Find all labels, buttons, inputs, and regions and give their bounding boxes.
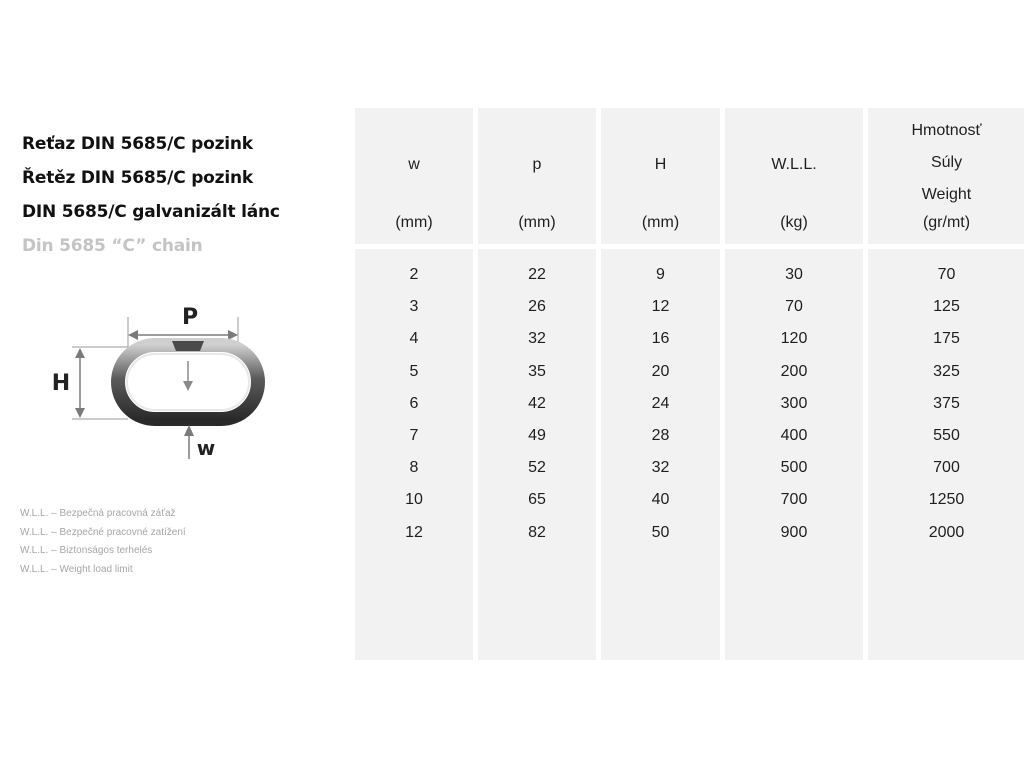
header-w-name: w [408,156,420,173]
header-weight-en: Weight [921,186,972,203]
table-cell-w: 3 [409,298,419,316]
h-arrow-up-icon [75,348,85,358]
label-p: P [181,305,199,330]
wll-notes [20,505,186,579]
table-cell-p: 26 [528,298,546,316]
label-w: w [196,436,216,460]
title-en: Din 5685 “C” chain [22,236,203,256]
table-cell-w: 4 [409,330,419,348]
table-cell-wll: 900 [780,523,808,541]
column-header [868,108,1024,249]
table-cell-w: 2 [409,266,419,283]
table-cell-h: 9 [656,266,665,283]
header-w-unit: (mm) [395,214,433,231]
header-p-name: p [532,156,542,173]
w-arrow-up-icon [184,425,194,436]
table-cell-wll: 700 [780,491,808,509]
chain-link-icon [48,295,298,470]
inner-arrow-down-icon [183,381,193,391]
column-header [478,108,596,249]
table-cell-weight: 325 [933,362,960,380]
table-cell-weight: 70 [937,266,956,283]
table-cell-weight: 550 [933,427,960,444]
table-cell-h: 20 [651,362,670,380]
header-weight-hu: Súly [930,154,963,171]
table-cell-wll: 70 [785,298,803,316]
column-h [601,108,720,660]
note-sk: W.L.L. – Bezpečná pracovná záťaž [20,508,176,519]
label-h: H [51,371,71,396]
table-cell-wll: 120 [780,330,808,348]
table-cell-p: 32 [528,330,546,348]
chain-link-weld [172,341,204,351]
table-cell-w: 7 [409,427,419,444]
table-cell-wll: 400 [780,427,808,444]
table-cell-h: 24 [651,394,670,412]
table-cell-h: 40 [651,491,670,509]
table-cell-weight: 700 [933,459,960,477]
table-cell-w: 10 [405,491,423,509]
table-cell-h: 50 [651,523,670,541]
column-w [355,108,473,660]
table-cell-p: 65 [528,491,546,509]
table-cell-p: 35 [528,362,546,380]
column-p [478,108,596,660]
table-cell-wll: 30 [785,266,803,283]
table-cell-weight: 1250 [928,491,965,509]
table-cell-h: 12 [651,298,670,316]
title-block [22,127,280,263]
table-cell-p: 22 [528,266,546,283]
note-hu: W.L.L. – Biztonságos terhelés [20,545,153,556]
h-arrow-down-icon [75,408,85,418]
column-header [355,108,473,249]
table-cell-wll: 500 [780,459,808,477]
table-cell-weight: 125 [933,298,960,316]
table-cell-wll: 300 [780,394,808,412]
note-en: W.L.L. – Weight load limit [20,563,133,575]
table-cell-h: 28 [651,427,670,444]
table-cell-w: 12 [405,523,423,541]
column-header [725,108,863,249]
header-p-unit: (mm) [518,214,556,231]
column-weight [868,108,1024,660]
table-cell-wll: 200 [780,362,808,380]
header-wll-name: W.L.L. [771,156,817,173]
header-wll-unit: (kg) [780,214,808,231]
table-cell-p: 52 [528,459,546,477]
chain-link-diagram [48,295,298,470]
column-wll [725,108,863,660]
column-header [601,108,720,249]
title-sk: Reťaz DIN 5685/C pozink [22,134,253,154]
table-cell-p: 49 [528,427,546,444]
table-cell-p: 82 [528,523,546,541]
table-cell-weight: 175 [933,330,960,348]
header-h-name: H [654,156,667,173]
title-hu: DIN 5685/C galvanizált lánc [22,202,280,222]
title-cz: Řetěz DIN 5685/C pozink [22,168,253,188]
table-cell-weight: 375 [933,394,960,412]
note-cz: W.L.L. – Bezpečné pracovné zatížení [20,526,186,538]
table-cell-w: 6 [409,394,419,412]
p-arrow-left-icon [128,330,138,340]
table-cell-weight: 2000 [928,523,965,541]
table-cell-w: 8 [409,459,419,477]
p-arrow-right-icon [228,330,238,340]
header-weight-unit: (gr/mt) [922,214,971,231]
header-h-unit: (mm) [641,214,680,231]
header-weight-sk: Hmotnosť [911,122,982,139]
table-cell-w: 5 [409,362,419,380]
table-cell-p: 42 [528,394,546,412]
table-cell-h: 32 [651,459,670,477]
table-cell-h: 16 [651,330,670,348]
